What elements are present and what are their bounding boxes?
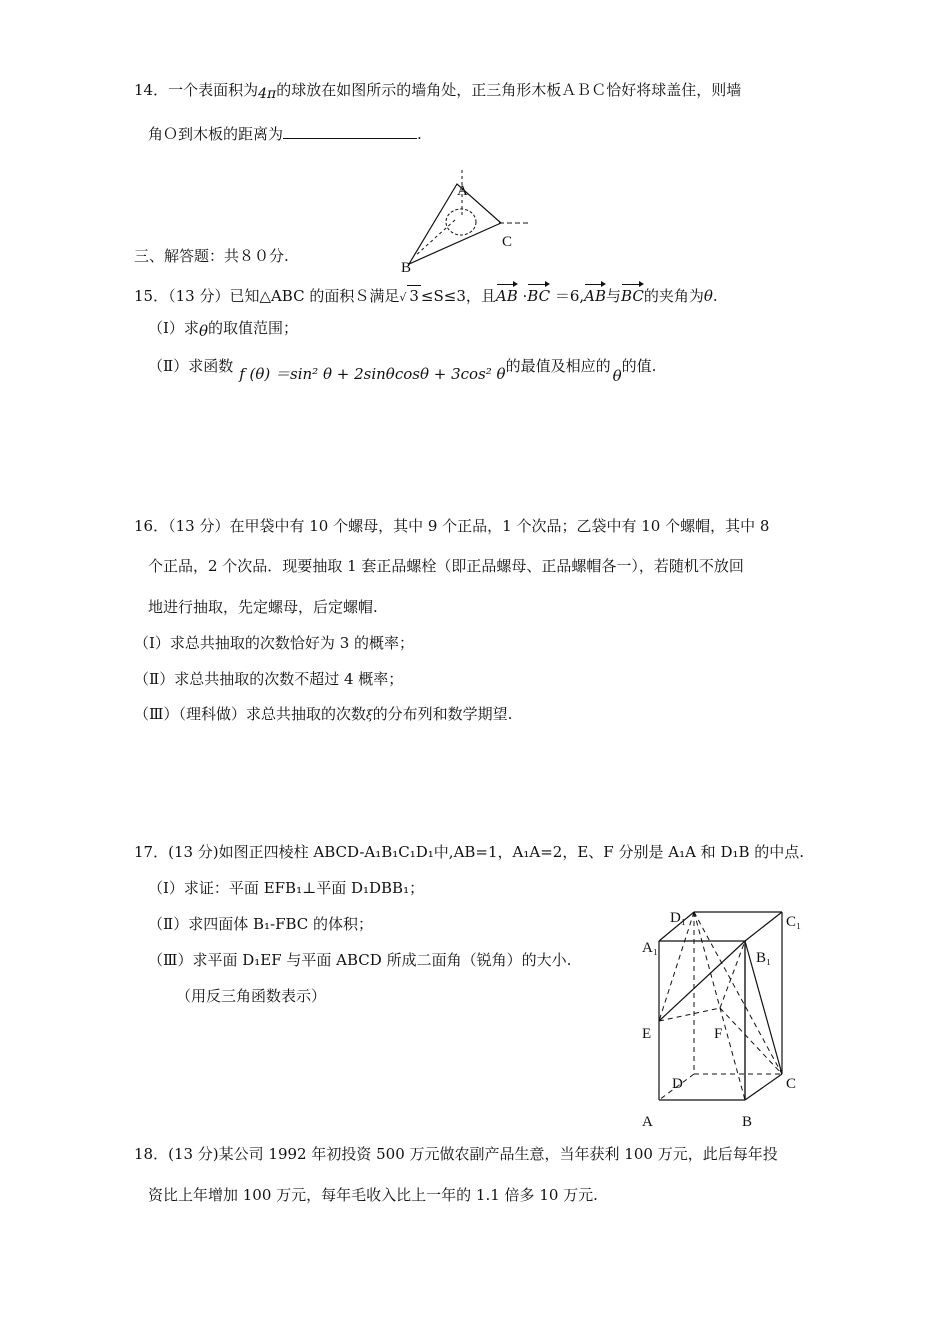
q18-line2: 资比上年增加 100 万元，每年毛收入比上一年的 1.1 倍多 10 万元. <box>148 1186 598 1204</box>
function-expression: f (θ) ＝sin² θ + 2sinθcosθ + 3cos² θ <box>239 365 506 383</box>
label-d1: D₁ <box>670 910 687 926</box>
answer-blank[interactable] <box>283 124 417 139</box>
q14-line1: 14．一个表面积为4π的球放在如图所示的墙角处，正三角形木板ＡＢＣ恰好将球盖住，则墙 <box>134 81 742 102</box>
label-e: E <box>642 1026 652 1042</box>
label-a: A <box>642 1114 653 1130</box>
q17-prism-figure <box>636 904 816 1134</box>
q14-label-c: C <box>502 234 513 250</box>
q16-part1: （Ⅰ）求总共抽取的次数恰好为 3 的概率； <box>134 634 415 652</box>
vector-ab-2: AB <box>584 282 606 306</box>
q15-line1: 15．（13 分）已知△ABC 的面积Ｓ满足√ 3 ≤S≤3，且AB ·BC ＝6,AB与BC的夹角为θ. <box>134 282 718 308</box>
label-c: C <box>786 1076 797 1092</box>
theta-symbol: θ <box>703 287 713 305</box>
q17-line1: 17．(13 分)如图正四棱柱 ABCD-A₁B₁C₁D₁中,AB=1，A₁A=2，E、F 分别是 A₁A 和 D₁B 的中点. <box>134 843 805 861</box>
label-b: B <box>742 1114 753 1130</box>
q18-line1: 18．(13 分)某公司 1992 年初投资 500 万元做农副产品生意，当年获利 100 万元，此后每年投 <box>134 1145 778 1163</box>
q17-part2: （Ⅱ）求四面体 B₁-FBC 的体积； <box>148 915 374 933</box>
q14-line2: 角Ｏ到木板的距离为 . <box>148 125 422 143</box>
label-a1: A₁ <box>642 940 659 956</box>
xi-symbol: ξ <box>365 708 373 722</box>
sqrt-3: 3 <box>409 287 419 305</box>
label-c1: C₁ <box>786 914 802 930</box>
q16-line2: 个正品，2 个次品．现要抽取 1 套正品螺栓（即正品螺母、正品螺帽各一），若随机不放回 <box>148 557 744 575</box>
q16-part2: （Ⅱ）求总共抽取的次数不超过 4 概率； <box>134 670 404 688</box>
q17-part3: （Ⅲ）求平面 D₁EF 与平面 ABCD 所成二面角（锐角）的大小. <box>148 951 572 969</box>
q16-line3: 地进行抽取，先定螺母，后定螺帽. <box>148 598 378 616</box>
label-d: D <box>672 1076 683 1092</box>
q14-label-b: B <box>401 260 412 276</box>
vector-bc: BC <box>527 282 550 306</box>
section-3-title: 三、解答题：共８０分. <box>134 247 289 265</box>
label-f: F <box>714 1026 723 1042</box>
q15-part2: （Ⅱ）求函数 f (θ) ＝sin² θ + 2sinθcosθ + 3cos² θ的最值及相应的θ的值. <box>148 357 657 385</box>
q15-part1: （Ⅰ）求θ的取值范围； <box>148 319 298 340</box>
label-b1: B₁ <box>756 950 772 966</box>
q16-part3: （Ⅲ）（理科做）求总共抽取的次数ξ的分布列和数学期望. <box>134 705 513 723</box>
q14-figure <box>395 168 545 278</box>
q14-label-a: A <box>457 183 468 199</box>
q17-part1: （Ⅰ）求证：平面 EFB₁⊥平面 D₁DBB₁； <box>148 879 425 897</box>
q16-line1: 16．（13 分）在甲袋中有 10 个螺母，其中 9 个正品，1 个次品；乙袋中有 10 个螺帽，其中 8 <box>134 517 770 535</box>
vector-ab: AB <box>496 282 518 306</box>
vector-bc-2: BC <box>621 282 644 306</box>
q17-note: （用反三角函数表示） <box>176 987 327 1005</box>
q14-math-4pi: 4π <box>258 86 277 102</box>
